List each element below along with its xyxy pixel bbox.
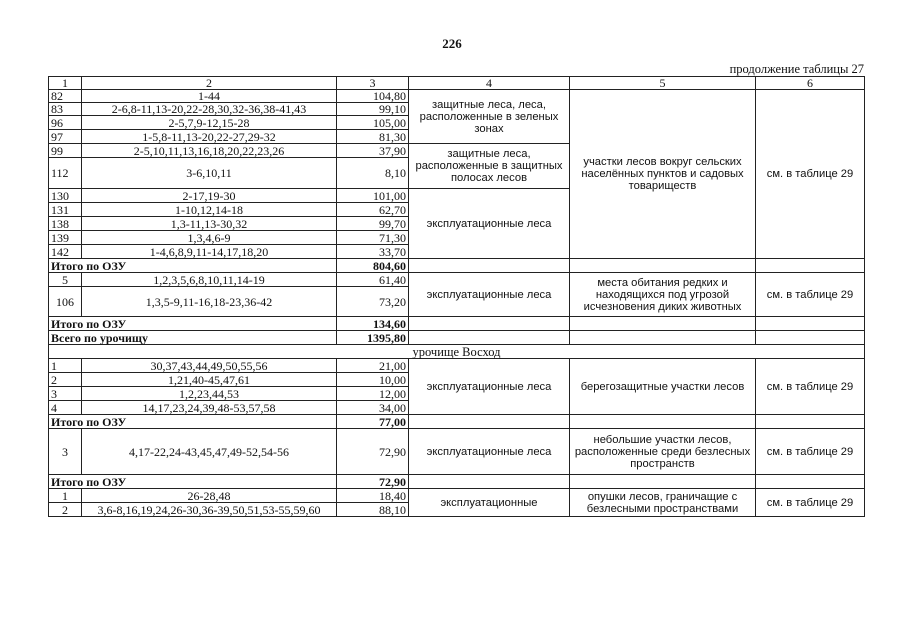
empty-cell <box>756 415 865 429</box>
area-cell: 81,30 <box>337 130 409 144</box>
category-cell: защитные леса, расположенные в защитных полосах лесов <box>409 144 570 189</box>
page-number: 226 <box>442 36 462 51</box>
ozu-type-cell: места обитания редких и находящихся под угрозой исчезновения диких животных <box>570 273 756 317</box>
category-cell: эксплуатационные леса <box>409 273 570 317</box>
empty-cell <box>409 331 570 345</box>
kvartal-cell: 131 <box>49 203 82 217</box>
subtotal-area: 134,60 <box>337 317 409 331</box>
area-cell: 104,80 <box>337 90 409 103</box>
kvartal-cell: 142 <box>49 245 82 259</box>
kvartal-cell: 5 <box>49 273 82 287</box>
vydel-cell: 2-5,10,11,13,16,18,20,22,23,26 <box>82 144 337 158</box>
subtotal-row <box>49 475 865 489</box>
empty-cell <box>756 259 865 273</box>
vydel-cell: 4,17-22,24-43,45,47,49-52,54-56 <box>82 429 337 475</box>
regime-cell: см. в таблице 29 <box>756 489 865 517</box>
kvartal-cell: 1 <box>49 489 82 503</box>
empty-cell <box>570 259 756 273</box>
table-row <box>49 90 865 103</box>
kvartal-cell: 112 <box>49 158 82 189</box>
area-cell: 12,00 <box>337 387 409 401</box>
regime-cell: см. в таблице 29 <box>756 273 865 317</box>
vydel-cell: 1,3-11,13-30,32 <box>82 217 337 231</box>
category-cell: эксплуатационные <box>409 489 570 517</box>
regime-cell: см. в таблице 29 <box>756 429 865 475</box>
table-header-row <box>49 77 865 90</box>
table-row <box>49 273 865 287</box>
area-cell: 18,40 <box>337 489 409 503</box>
kvartal-cell: 83 <box>49 103 82 116</box>
vydel-cell: 3,6-8,16,19,24,26-30,36-39,50,51,53-55,59,60 <box>82 503 337 517</box>
kvartal-cell: 2 <box>49 503 82 517</box>
empty-cell <box>570 475 756 489</box>
table-row <box>49 489 865 503</box>
empty-cell <box>409 415 570 429</box>
kvartal-cell: 4 <box>49 401 82 415</box>
vydel-cell: 1-5,8-11,13-20,22-27,29-32 <box>82 130 337 144</box>
subtotal-row <box>49 415 865 429</box>
category-cell: защитные леса, леса, расположенные в зеленых зонах <box>409 90 570 144</box>
category-cell: эксплуатационные леса <box>409 429 570 475</box>
area-cell: 71,30 <box>337 231 409 245</box>
empty-cell <box>756 475 865 489</box>
table-continuation-label: продолжение таблицы 27 <box>729 62 864 76</box>
subtotal-label: Итого по ОЗУ <box>49 259 337 273</box>
kvartal-cell: 3 <box>49 429 82 475</box>
vydel-cell: 3-6,10,11 <box>82 158 337 189</box>
vydel-cell: 1-4,6,8,9,11-14,17,18,20 <box>82 245 337 259</box>
vydel-cell: 1,3,4,6-9 <box>82 231 337 245</box>
area-cell: 99,70 <box>337 217 409 231</box>
vydel-cell: 1-10,12,14-18 <box>82 203 337 217</box>
vydel-cell: 1,2,3,5,6,8,10,11,14-19 <box>82 273 337 287</box>
subtotal-label: Итого по ОЗУ <box>49 475 337 489</box>
header-col-5: 5 <box>570 77 756 90</box>
vydel-cell: 14,17,23,24,39,48-53,57,58 <box>82 401 337 415</box>
category-cell: эксплуатационные леса <box>409 189 570 259</box>
area-cell: 62,70 <box>337 203 409 217</box>
vydel-cell: 1,3,5-9,11-16,18-23,36-42 <box>82 287 337 317</box>
kvartal-cell: 3 <box>49 387 82 401</box>
vydel-cell: 2-6,8-11,13-20,22-28,30,32-36,38-41,43 <box>82 103 337 116</box>
area-cell: 99,10 <box>337 103 409 116</box>
area-cell: 101,00 <box>337 189 409 203</box>
kvartal-cell: 1 <box>49 359 82 373</box>
subtotal-label: Итого по ОЗУ <box>49 317 337 331</box>
kvartal-cell: 97 <box>49 130 82 144</box>
subtotal-area: 72,90 <box>337 475 409 489</box>
header-col-3: 3 <box>337 77 409 90</box>
category-cell: эксплуатационные леса <box>409 359 570 415</box>
table-row <box>49 429 865 475</box>
empty-cell <box>409 317 570 331</box>
subtotal-row <box>49 317 865 331</box>
empty-cell <box>570 415 756 429</box>
tract-name: урочище Восход <box>49 345 865 359</box>
regime-cell: см. в таблице 29 <box>756 90 865 259</box>
ozu-type-cell: опушки лесов, граничащие с безлесными пространствами <box>570 489 756 517</box>
empty-cell <box>570 331 756 345</box>
section-row <box>49 345 865 359</box>
area-cell: 8,10 <box>337 158 409 189</box>
regime-cell: см. в таблице 29 <box>756 359 865 415</box>
ozu-type-cell: участки лесов вокруг сельских населённых пунктов и садовых товариществ <box>570 90 756 259</box>
subtotal-area: 804,60 <box>337 259 409 273</box>
total-row <box>49 331 865 345</box>
vydel-cell: 1-44 <box>82 90 337 103</box>
header-col-1: 1 <box>49 77 82 90</box>
area-cell: 72,90 <box>337 429 409 475</box>
total-area: 1395,80 <box>337 331 409 345</box>
area-cell: 34,00 <box>337 401 409 415</box>
subtotal-area: 77,00 <box>337 415 409 429</box>
area-cell: 105,00 <box>337 116 409 130</box>
empty-cell <box>756 331 865 345</box>
empty-cell <box>756 317 865 331</box>
empty-cell <box>409 475 570 489</box>
area-cell: 33,70 <box>337 245 409 259</box>
area-cell: 37,90 <box>337 144 409 158</box>
vydel-cell: 1,2,23,44,53 <box>82 387 337 401</box>
area-cell: 88,10 <box>337 503 409 517</box>
kvartal-cell: 99 <box>49 144 82 158</box>
header-col-6: 6 <box>756 77 865 90</box>
area-cell: 73,20 <box>337 287 409 317</box>
vydel-cell: 30,37,43,44,49,50,55,56 <box>82 359 337 373</box>
kvartal-cell: 2 <box>49 373 82 387</box>
ozu-type-cell: небольшие участки лесов, расположенные среди безлесных пространств <box>570 429 756 475</box>
kvartal-cell: 82 <box>49 90 82 103</box>
kvartal-cell: 96 <box>49 116 82 130</box>
kvartal-cell: 130 <box>49 189 82 203</box>
ozu-type-cell: берегозащитные участки лесов <box>570 359 756 415</box>
table-row <box>49 359 865 373</box>
total-label: Всего по урочищу <box>49 331 337 345</box>
subtotal-row <box>49 259 865 273</box>
header-col-2: 2 <box>82 77 337 90</box>
kvartal-cell: 139 <box>49 231 82 245</box>
header-col-4: 4 <box>409 77 570 90</box>
area-cell: 61,40 <box>337 273 409 287</box>
vydel-cell: 1,21,40-45,47,61 <box>82 373 337 387</box>
kvartal-cell: 106 <box>49 287 82 317</box>
empty-cell <box>570 317 756 331</box>
vydel-cell: 2-17,19-30 <box>82 189 337 203</box>
area-cell: 21,00 <box>337 359 409 373</box>
forest-plots-table <box>48 76 865 517</box>
vydel-cell: 26-28,48 <box>82 489 337 503</box>
empty-cell <box>409 259 570 273</box>
kvartal-cell: 138 <box>49 217 82 231</box>
vydel-cell: 2-5,7,9-12,15-28 <box>82 116 337 130</box>
subtotal-label: Итого по ОЗУ <box>49 415 337 429</box>
area-cell: 10,00 <box>337 373 409 387</box>
